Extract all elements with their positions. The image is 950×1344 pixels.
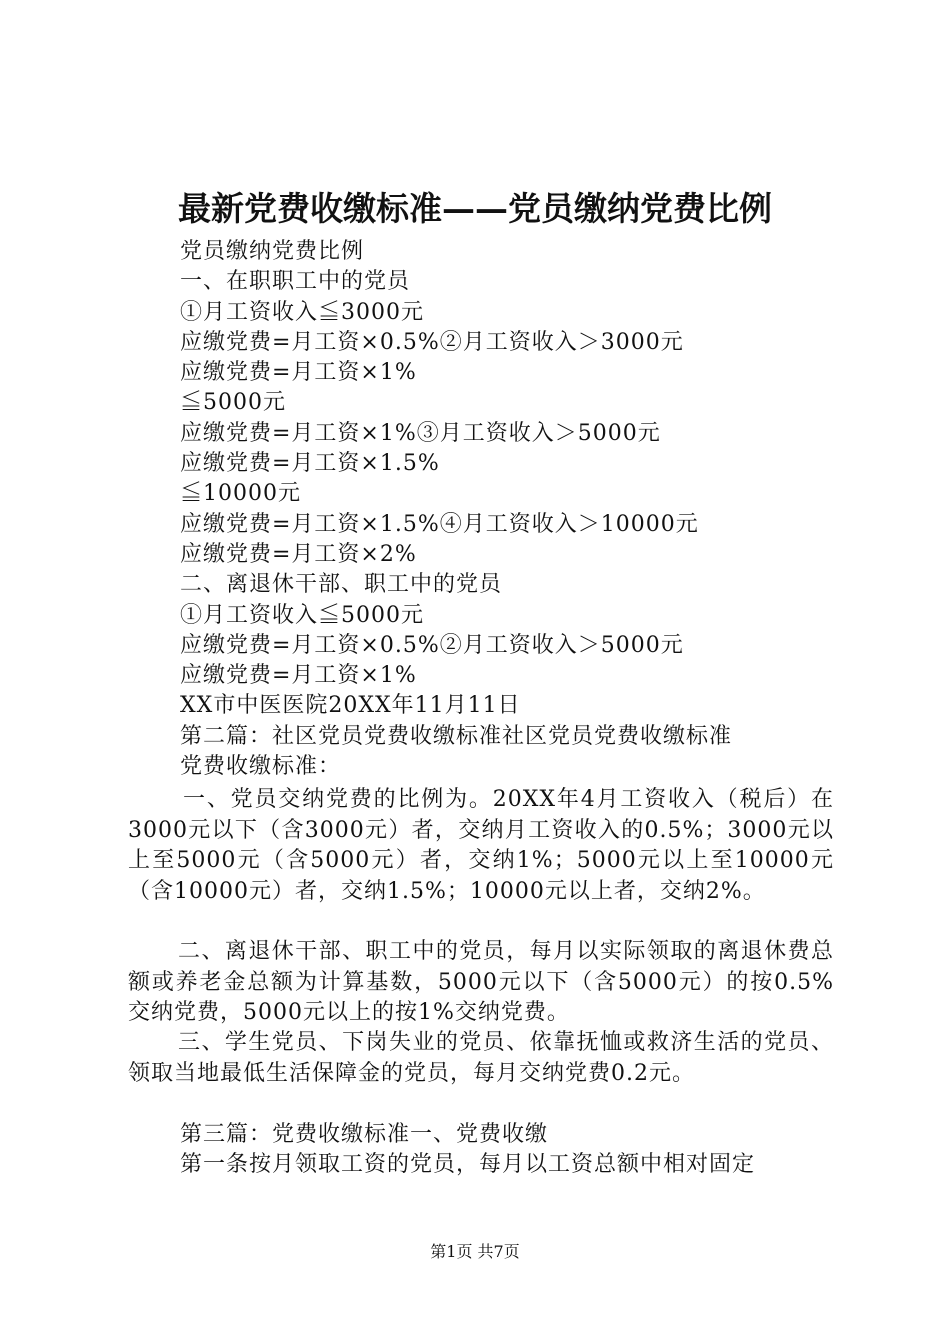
page-footer: 第1页 共7页	[430, 1242, 520, 1261]
paragraph-rates: 一、党员交纳党费的比例为。20XX年4月工资收入（税后）在3000元以下（含3000元）者，交纳月工资收入的0.5%；3000元以上至5000元（含5000元）者，交纳1%；5000元以上至10000元（含10000元）者，交纳1.5%；10000元以上者，交纳2%。	[128, 787, 834, 904]
text-line: 应缴党费=月工资×1.5%④月工资收入＞10000元	[180, 511, 699, 537]
text-line: 应缴党费=月工资×1%③月工资收入＞5000元	[180, 420, 661, 446]
text-line: 第三篇：党费收缴标准一、党费收缴	[180, 1122, 549, 1147]
text-line: 第二篇：社区党员党费收缴标准社区党员党费收缴标准	[180, 723, 733, 749]
text-line: XX市中医医院20XX年11月11日	[180, 693, 521, 719]
text-line: 应缴党费=月工资×1%	[180, 360, 417, 386]
text-line: 党员缴纳党费比例	[180, 239, 365, 264]
paragraph-retirees: 二、离退休干部、职工中的党员，每月以实际领取的离退休费总额或养老金总额为计算基数，5000元以下（含5000元）的按0.5%交纳党费，5000元以上的按1%交纳党费。	[128, 939, 834, 1025]
text-line: ①月工资收入≦5000元	[180, 602, 424, 628]
text-line: ≦5000元	[180, 390, 286, 416]
text-line: 应缴党费=月工资×0.5%②月工资收入＞5000元	[180, 632, 684, 658]
text-line: ≦10000元	[180, 481, 301, 507]
document-title: 最新党费收缴标准——党员缴纳党费比例	[178, 189, 772, 228]
text-line: 二、离退休干部、职工中的党员	[180, 572, 503, 598]
paragraph-students: 三、学生党员、下岗失业的党员、依靠抚恤或救济生活的党员、领取当地最低生活保障金的党员，每月交纳党费0.2元。	[128, 1030, 834, 1086]
text-line: 一、在职职工中的党员	[180, 269, 411, 295]
text-line: 应缴党费=月工资×2%	[180, 541, 417, 567]
text-line: 应缴党费=月工资×1%	[180, 663, 417, 689]
text-line: 应缴党费=月工资×1.5%	[180, 451, 440, 477]
text-line: 党费收缴标准：	[180, 754, 342, 780]
text-line: 应缴党费=月工资×0.5%②月工资收入＞3000元	[180, 329, 684, 355]
tail-lines	[180, 1120, 880, 1181]
body-lines	[180, 237, 880, 782]
text-line: 第一条按月领取工资的党员，每月以工资总额中相对固定	[180, 1152, 756, 1178]
text-line: ①月工资收入≦3000元	[180, 299, 424, 325]
